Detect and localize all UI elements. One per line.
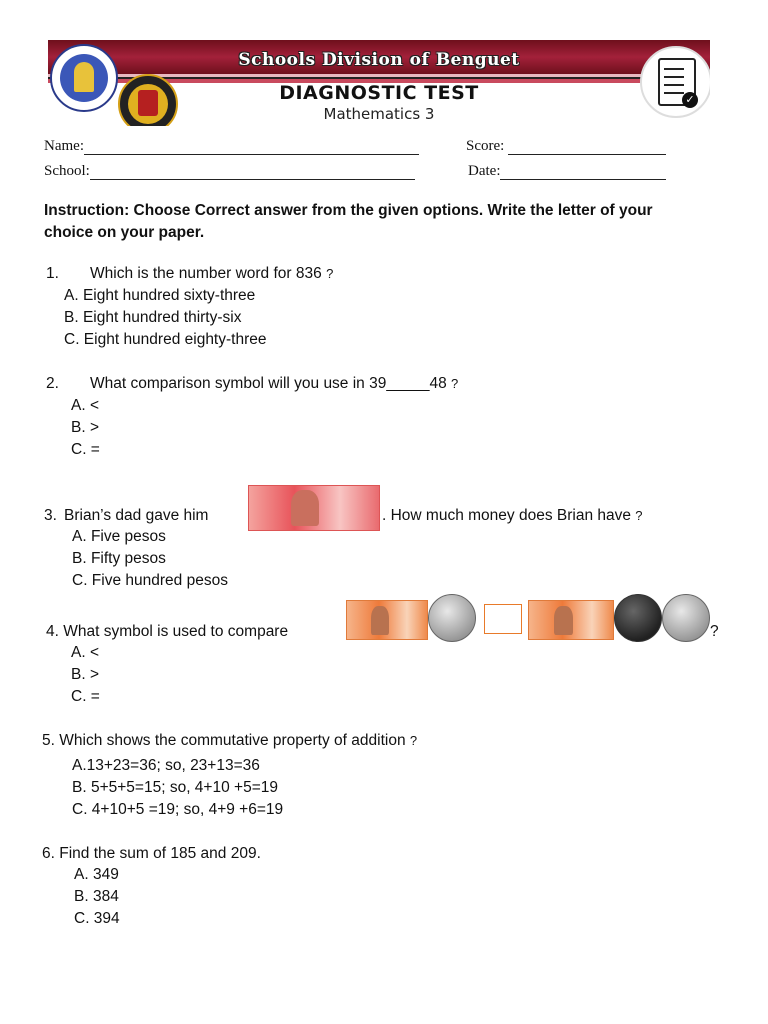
score-field[interactable] [466,138,666,155]
date-field[interactable] [468,163,666,180]
option: B. Fifty pesos [72,550,166,567]
school-label: School: [44,163,90,179]
banner-title: Schools Division of Benguet [238,50,520,70]
header-banner [48,40,710,126]
instruction: Instruction: Choose Correct answer from the given options. Write the letter of your choice on your paper. [44,202,653,241]
question-mark: ? [326,266,334,281]
option: C. = [71,688,100,705]
option: B. > [71,666,100,683]
score-label: Score: [466,138,505,154]
subject-label: Mathematics 3 [323,105,435,123]
fifty-peso-bill-image [248,485,380,531]
test-title: DIAGNOSTIC TEST [279,82,479,104]
question-1 [46,265,333,283]
question-mark: ? [409,733,418,748]
option: B. 5+5+5=15; so, 4+10 +5=19 [72,779,278,796]
question-mark: ? [710,623,719,640]
one-peso-coin-image [428,594,476,642]
question-text: What comparison symbol will you use in 39_____48 [90,375,447,392]
question-6 [42,845,261,863]
option: A.13+23=36; so, 23+13=36 [72,757,260,774]
one-peso-coin-image [662,594,710,642]
option: A. < [71,397,100,414]
ten-peso-coin-image [614,594,662,642]
option: A. Five pesos [72,528,166,545]
option: A. < [71,644,100,661]
question-5 [42,732,417,750]
division-seal-icon [118,74,178,126]
name-line[interactable] [84,140,419,155]
name-field[interactable] [44,138,419,155]
score-line[interactable] [508,140,666,155]
question-number: 2. [46,375,59,392]
question-3-number: 3. [44,507,57,524]
name-label: Name: [44,138,84,154]
twenty-peso-bill-image [528,600,614,640]
date-label: Date: [468,163,501,179]
school-field[interactable] [44,163,415,180]
answer-box[interactable] [484,604,522,634]
option: B. 384 [74,888,119,905]
question-text: Which is the number word for 836 [90,265,322,282]
option: C. 394 [74,910,120,927]
checklist-icon: ✓ [640,46,710,118]
question-3-rest [382,507,643,525]
option: B. Eight hundred thirty-six [64,309,242,326]
question-number: 6. [42,845,55,862]
date-line[interactable] [500,165,666,180]
question-mark: ? [451,376,459,391]
question-number: 1. [46,265,59,282]
option: C. = [71,441,100,458]
question-text: Find the sum of 185 and 209. [59,845,261,862]
option: A. 349 [74,866,119,883]
question-mark: ? [635,508,643,523]
question-2 [46,375,458,393]
deped-seal-icon [50,44,118,112]
twenty-peso-bill-image [346,600,428,640]
school-line[interactable] [90,165,415,180]
option: A. Eight hundred sixty-three [64,287,256,304]
question-text: What symbol is used to compare [63,623,289,640]
option: C. Five hundred pesos [72,572,228,589]
option: B. > [71,419,100,436]
question-text: Brian’s dad gave him [64,507,209,524]
question-4 [46,623,288,641]
question-number: 4. [46,623,59,640]
question-number: 5. [42,732,55,749]
question-text: Which shows the commutative property of addition [59,732,406,749]
question-text: . How much money does Brian have [382,507,631,524]
option: C. 4+10+5 =19; so, 4+9 +6=19 [72,801,284,818]
option: C. Eight hundred eighty-three [64,331,267,348]
